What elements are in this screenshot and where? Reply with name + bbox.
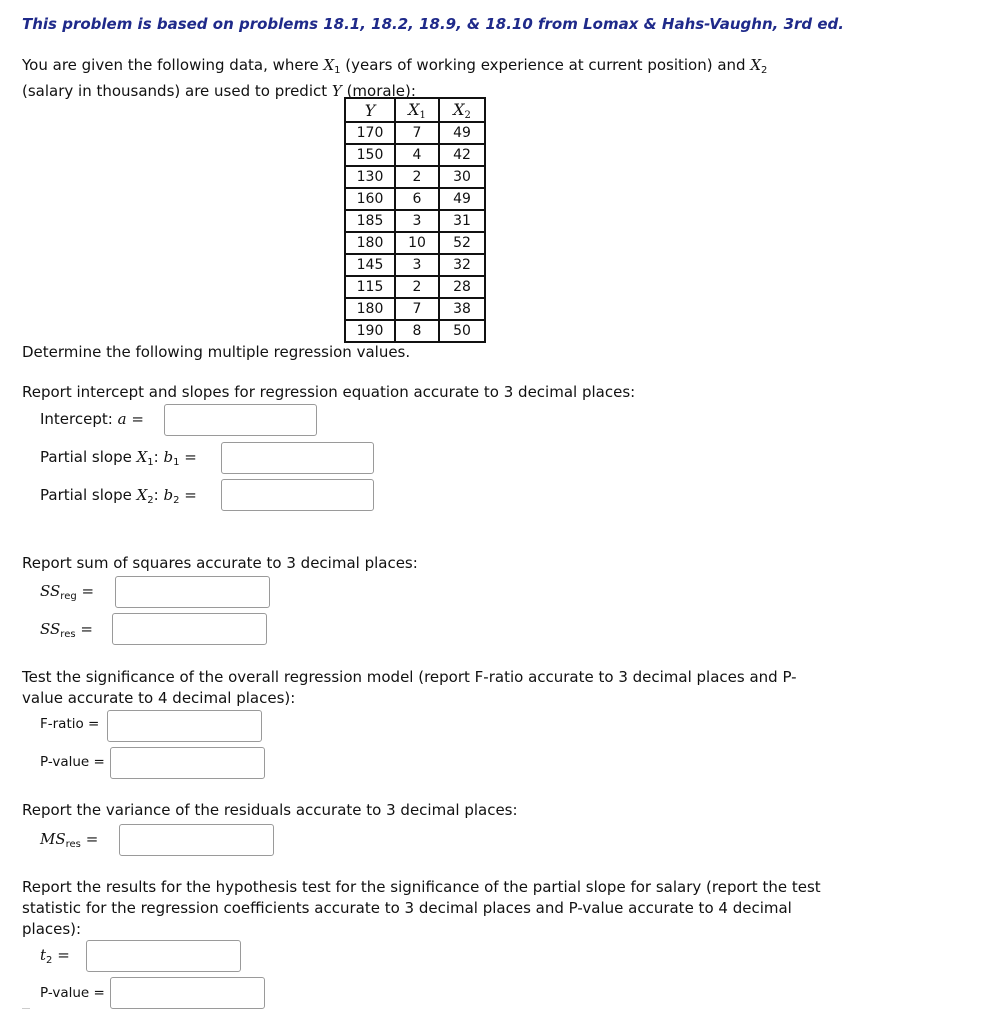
var-heading: Report the variance of the residuals accurate to 3 decimal places: <box>22 801 518 819</box>
intro-text <box>22 55 767 102</box>
ssres-label: $SS_{res}$ = <box>40 620 93 640</box>
t-heading <box>22 877 821 940</box>
coeff-heading: Report intercept and slopes for regression equation accurate to 3 decimal places: <box>22 383 636 401</box>
table-cell: 7 <box>395 122 439 144</box>
table-cell: 38 <box>439 298 485 320</box>
table-cell: 30 <box>439 166 485 188</box>
pvalue-t-input[interactable] <box>110 977 265 1009</box>
slope1-input[interactable] <box>221 442 374 474</box>
table-cell: 130 <box>345 166 395 188</box>
ss-heading: Report sum of squares accurate to 3 decimal places: <box>22 554 418 572</box>
table-cell: 49 <box>439 188 485 210</box>
header-y: Y <box>345 98 395 122</box>
fratio-input[interactable] <box>107 710 262 742</box>
determine-text: Determine the following multiple regression values. <box>22 343 411 361</box>
table-row <box>345 276 485 298</box>
header-x2: $X_2$ <box>439 98 485 122</box>
table-cell: 115 <box>345 276 395 298</box>
t2-input[interactable] <box>86 940 241 972</box>
pvalue-t-label: P-value = <box>40 985 105 1001</box>
header-x1: $X_1$ <box>395 98 439 122</box>
table-cell: 7 <box>395 298 439 320</box>
table-cell: 10 <box>395 232 439 254</box>
pvalue-f-input[interactable] <box>110 747 265 779</box>
table-cell: 2 <box>395 276 439 298</box>
slope2-input[interactable] <box>221 479 374 511</box>
table-row <box>345 320 485 342</box>
table-cell: 170 <box>345 122 395 144</box>
pvalue-f-label: P-value = <box>40 754 105 770</box>
t-heading-line-2: statistic for the regression coefficients accurate to 3 decimal places and P-value accurate to 4 decimal <box>22 899 792 917</box>
table-cell: 52 <box>439 232 485 254</box>
table-cell: 6 <box>395 188 439 210</box>
fratio-label: F-ratio = <box>40 716 100 732</box>
table-row <box>345 232 485 254</box>
table-cell: 185 <box>345 210 395 232</box>
table-cell: 32 <box>439 254 485 276</box>
table-cell: 3 <box>395 254 439 276</box>
ssreg-input[interactable] <box>115 576 270 608</box>
table-cell: 145 <box>345 254 395 276</box>
table-cell: 190 <box>345 320 395 342</box>
intercept-input[interactable] <box>164 404 317 436</box>
table-row <box>345 144 485 166</box>
table-cell: 180 <box>345 298 395 320</box>
msres-label: $MS_{res}$ = <box>40 830 99 850</box>
f-heading-line-1: Test the significance of the overall regression model (report F-ratio accurate to 3 decimal places and P- <box>22 668 797 686</box>
f-heading <box>22 667 797 709</box>
ssres-input[interactable] <box>112 613 267 645</box>
table-cell: 180 <box>345 232 395 254</box>
table-cell: 42 <box>439 144 485 166</box>
t-heading-line-1: Report the results for the hypothesis test for the significance of the partial slope for salary (report the test <box>22 878 821 896</box>
table-cell: 4 <box>395 144 439 166</box>
data-table <box>344 97 486 343</box>
table-cell: 160 <box>345 188 395 210</box>
t2-label: $t_2$ = <box>40 946 70 966</box>
table-cell: 3 <box>395 210 439 232</box>
table-cell: 2 <box>395 166 439 188</box>
intro-line-2: (salary in thousands) are used to predict Y (morale): <box>22 82 416 100</box>
table-cell: 49 <box>439 122 485 144</box>
table-row <box>345 188 485 210</box>
table-row <box>345 166 485 188</box>
problem-title: This problem is based on problems 18.1, 18.2, 18.9, & 18.10 from Lomax & Hahs-Vaughn, 3rd ed. <box>22 15 844 33</box>
slope2-label: Partial slope $X_2$: $b_2$ = <box>40 486 197 506</box>
table-row <box>345 210 485 232</box>
t-heading-line-3: places): <box>22 920 82 938</box>
table-cell: 31 <box>439 210 485 232</box>
table-row <box>345 254 485 276</box>
msres-input[interactable] <box>119 824 274 856</box>
intro-line-1: You are given the following data, where $X_1$ (years of working experience at current position) and $X_2$ <box>22 56 768 76</box>
divider <box>22 1008 30 1009</box>
data-table-header-row <box>345 98 485 122</box>
table-cell: 8 <box>395 320 439 342</box>
table-cell: 28 <box>439 276 485 298</box>
table-cell: 150 <box>345 144 395 166</box>
table-row <box>345 122 485 144</box>
slope1-label: Partial slope $X_1$: $b_1$ = <box>40 448 197 468</box>
table-cell: 50 <box>439 320 485 342</box>
intercept-label: Intercept: a = <box>40 410 144 428</box>
f-heading-line-2: value accurate to 4 decimal places): <box>22 689 296 707</box>
table-row <box>345 298 485 320</box>
ssreg-label: $SS_{reg}$ = <box>40 582 95 602</box>
